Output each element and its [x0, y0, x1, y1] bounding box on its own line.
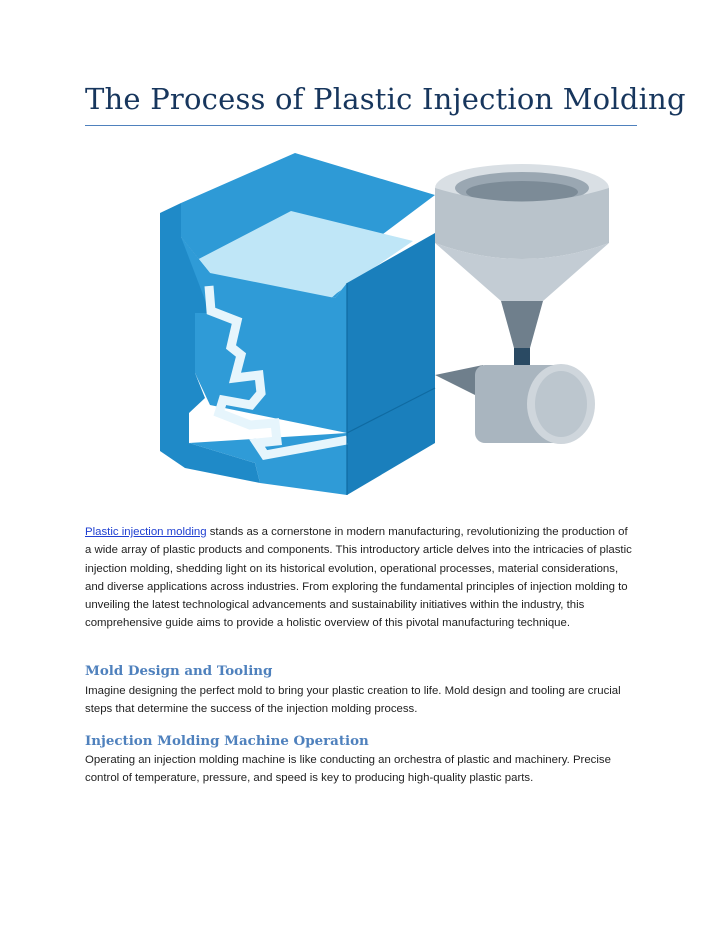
intro-paragraph: [85, 523, 637, 633]
section-body-machine-operation: Operating an injection molding machine is like conducting an orchestra of plastic and machinery. Precise control of temperature, pressure, and speed is key to producing high-quality plastic parts.: [85, 754, 611, 785]
section-heading-machine-operation: Injection Molding Machine Operation: [85, 733, 369, 749]
hopper-cone: [501, 301, 543, 348]
page-title: The Process of Plastic Injection Molding: [85, 82, 686, 116]
mold-block: [160, 153, 435, 495]
injection-molding-illustration: [85, 143, 637, 513]
hopper: [435, 164, 609, 385]
illustration-svg: [85, 143, 637, 513]
section-body-mold-design: Imagine designing the perfect mold to bring your plastic creation to life. Mold design and tooling are crucial steps that determine the success of the injection molding process.: [85, 685, 621, 716]
section-heading-mold-design: Mold Design and Tooling: [85, 663, 273, 679]
plastic-injection-molding-link[interactable]: Plastic injection molding: [85, 526, 207, 538]
title-underline: [85, 125, 637, 126]
intro-text: stands as a cornerstone in modern manufacturing, revolutionizing the production of a wide array of plastic products and components. This introductory article delves into the intricacies of plastic injection molding, shedding light on its historical evolution, operational processes, material considerations, and diverse applications across industries. From exploring the fundamental principles of injection molding to unveiling the latest technological advancements and sustainability initiatives within the industry, this comprehensive guide aims to provide a holistic overview of this pivotal manufacturing technique.: [85, 526, 632, 630]
injection-barrel: [435, 364, 595, 444]
